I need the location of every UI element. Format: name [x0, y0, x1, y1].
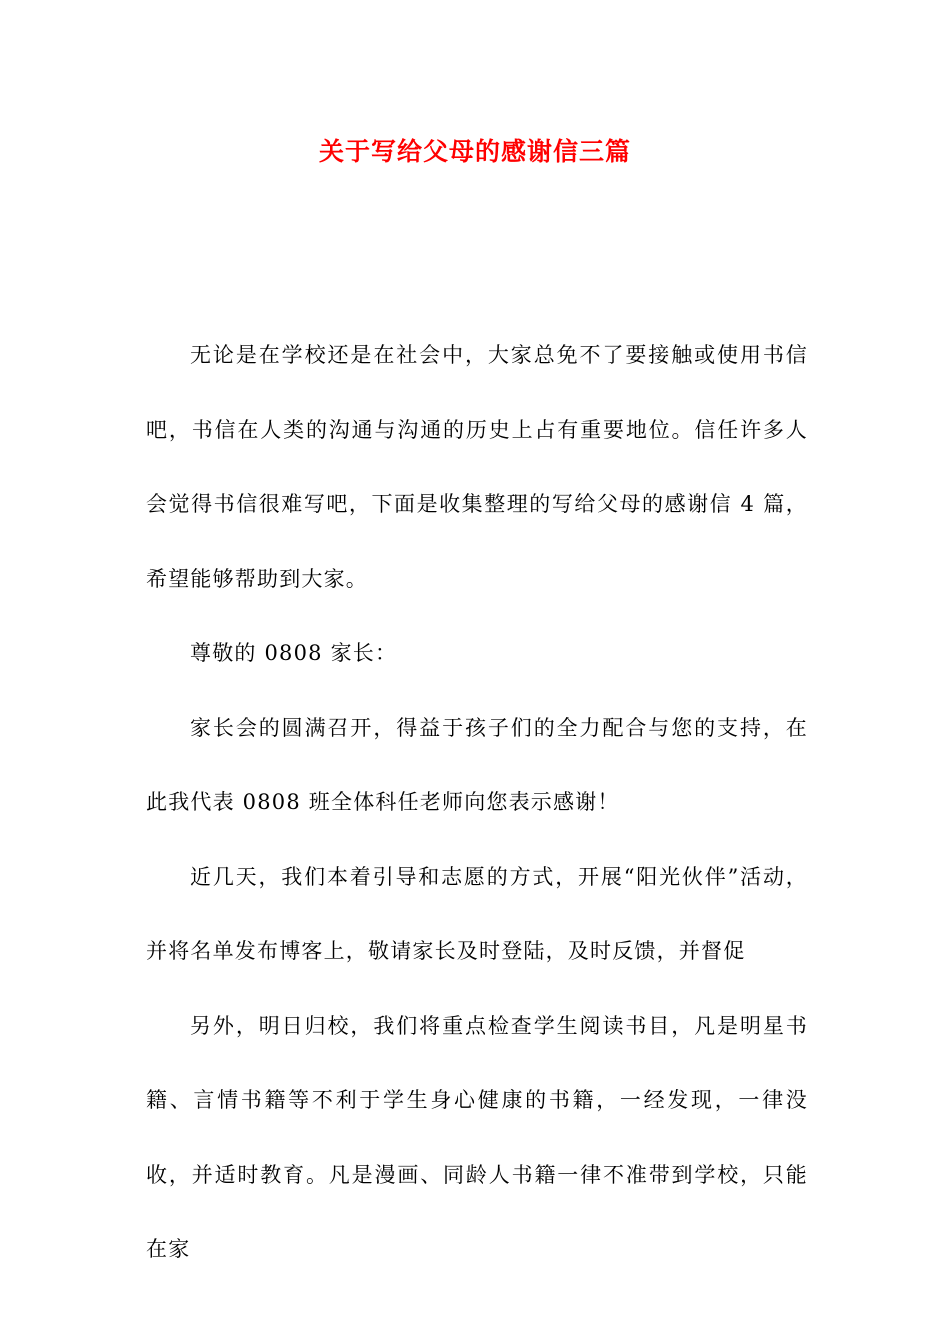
document-title: 关于写给父母的感谢信三篇 — [318, 137, 631, 166]
paragraph-books: 另外，明日归校，我们将重点检查学生阅读书目，凡是明星书籍、言情书籍等不利于学生身心健康的书籍，一经发现，一律没收，并适时教育。凡是漫画、同龄人书籍一律不准带到学校，只能在家 — [146, 1013, 808, 1261]
document-body — [146, 318, 808, 1287]
paragraph-activity: 近几天，我们本着引导和志愿的方式，开展“阳光伙伴”活动，并将名单发布博客上，敬请家长及时登陆，及时反馈，并督促 — [146, 864, 808, 963]
paragraph-intro: 无论是在学校还是在社会中，大家总免不了要接触或使用书信吧，书信在人类的沟通与沟通的历史上占有重要地位。信任许多人会觉得书信很难写吧，下面是收集整理的写给父母的感谢信 4 篇，希望能够帮助到大家。 — [146, 343, 808, 591]
paragraph-salutation: 尊敬的 0808 家长： — [190, 641, 398, 665]
paragraph-thanks: 家长会的圆满召开，得益于孩子们的全力配合与您的支持，在此我代表 0808 班全体科任老师向您表示感谢！ — [146, 715, 808, 814]
